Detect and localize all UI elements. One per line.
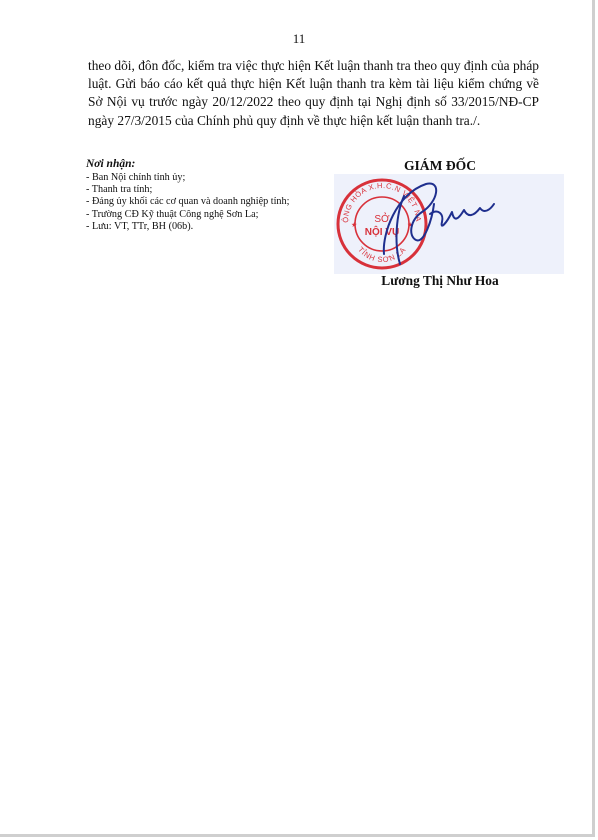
recipients-block <box>86 158 346 233</box>
recipient-item: - Ban Nội chính tỉnh ủy; <box>86 172 186 183</box>
recipient-item: - Đảng ủy khối các cơ quan và doanh nghiệp tỉnh; <box>86 196 290 208</box>
page-number: 11 <box>292 31 306 46</box>
stamp-and-signature <box>334 174 564 274</box>
stamp-center-bottom: NỘI VỤ <box>364 227 400 238</box>
recipient-item: - Thanh tra tỉnh; <box>86 184 153 196</box>
stamp-outer-text: ỘNG HÒA X.H.C.N VIỆT NA <box>340 180 424 223</box>
signature-area <box>334 174 564 274</box>
official-stamp <box>334 174 426 268</box>
svg-text:★: ★ <box>351 221 358 229</box>
recipients-list <box>86 172 346 233</box>
recipient-item: - Trường CĐ Kỹ thuật Công nghệ Sơn La; <box>86 208 259 220</box>
signer-title: GIÁM ĐỐC <box>403 158 477 173</box>
recipient-item: - Lưu: VT, TTr, BH (06b). <box>86 220 194 232</box>
signer-name: Lương Thị Như Hoa <box>381 273 499 288</box>
svg-text:★: ★ <box>407 221 414 229</box>
stamp-center-top: SỞ <box>374 214 390 225</box>
body-paragraph: theo dõi, đôn đốc, kiểm tra việc thực hiện Kết luận thanh tra theo quy định của pháp luật. Gửi báo cáo kết quả thực hiện Kết luận thanh tra kèm tài liệu kiểm chứng về Sở Nội vụ trước ngày 20/12/2022 theo quy định tại Nghị định số 33/2015/NĐ-CP ngày 27/3/2015 của Chính phủ quy định về thực hiện kết luận thanh tra./. <box>88 58 539 128</box>
recipients-title: Nơi nhận: <box>86 158 136 170</box>
stamp-bottom-text: TỈNH SƠN LA <box>356 245 408 265</box>
